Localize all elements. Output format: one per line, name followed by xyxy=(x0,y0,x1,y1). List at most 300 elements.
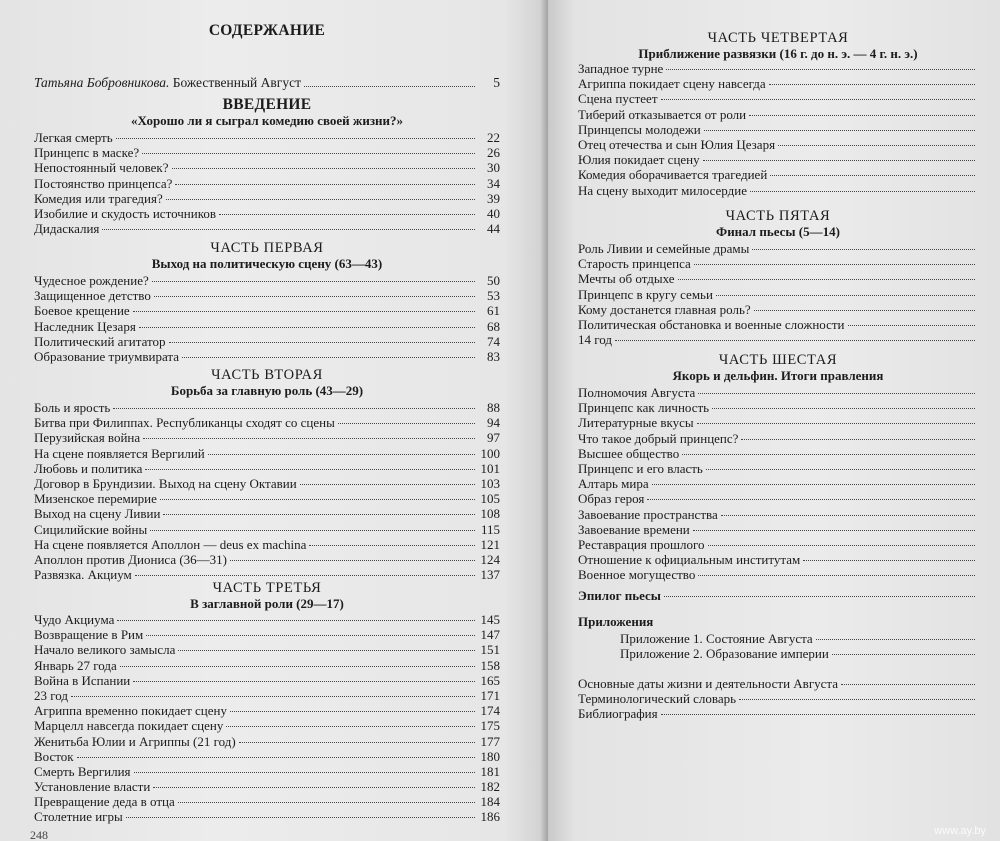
dot-leader xyxy=(226,726,475,727)
page-number: 94 xyxy=(487,415,500,431)
dot-leader xyxy=(175,184,475,185)
toc-entry xyxy=(578,446,978,461)
dot-leader xyxy=(309,545,475,546)
entry-title: Кому достанется главная роль? xyxy=(578,301,751,317)
part6-title: ЧАСТЬ ШЕСТАЯ xyxy=(718,352,838,368)
toc-entry xyxy=(578,522,978,537)
dot-leader xyxy=(754,310,975,311)
dot-leader xyxy=(230,560,475,561)
toc-entry xyxy=(34,506,500,521)
toc-title: СОДЕРЖАНИЕ xyxy=(208,22,326,39)
watermark: www.ay.by xyxy=(934,825,986,837)
toc-entry xyxy=(578,400,978,415)
page-number: 68 xyxy=(487,318,500,334)
entry-title: Изобилие и скудость источников xyxy=(34,205,216,221)
entry-title: На сцену выходит милосердие xyxy=(578,182,747,198)
entry-title: Комедия оборачивается трагедией xyxy=(578,167,768,183)
dot-leader xyxy=(152,281,475,282)
section-part2 xyxy=(34,367,500,582)
toc-entry xyxy=(578,567,978,582)
entry-title: Основные даты жизни и деятельности Августа xyxy=(578,676,839,691)
toc-entry xyxy=(578,76,978,91)
section-part3 xyxy=(34,580,500,825)
entry-title: Дидаскалия xyxy=(34,221,100,237)
page-number: 5 xyxy=(493,75,500,90)
part2-subtitle: Борьба за главную роль (43—29) xyxy=(170,383,364,398)
toc-entry xyxy=(34,461,500,476)
toc-entry xyxy=(578,691,978,706)
page-number: 108 xyxy=(480,506,500,522)
page-number: 151 xyxy=(480,642,500,658)
toc-entry xyxy=(34,491,500,506)
toc-entry xyxy=(578,167,978,182)
toc-entry xyxy=(578,302,978,317)
toc-entry xyxy=(578,332,978,347)
entry-title: Политическая обстановка и военные сложности xyxy=(578,316,845,332)
page-number: 182 xyxy=(480,779,500,795)
entry-title: Терминологический словарь xyxy=(578,691,737,707)
part6-list xyxy=(578,385,978,582)
dot-leader xyxy=(698,393,975,394)
entry-title: Принцепсы молодежи xyxy=(578,121,701,137)
dot-leader xyxy=(182,357,475,358)
entry-title: Тиберий отказывается от роли xyxy=(578,106,747,122)
page-number: 100 xyxy=(480,445,500,461)
page-number: 44 xyxy=(487,221,500,237)
entry-title: На сцене появляется Аполлон — deus ex machina xyxy=(34,536,307,552)
dot-leader xyxy=(841,684,975,685)
toc-entry xyxy=(34,221,500,236)
intro-entry xyxy=(34,66,500,90)
entry-title: Комедия или трагедия? xyxy=(34,190,163,206)
entry-title: Женитьба Юлии и Агриппы (21 год) xyxy=(34,733,236,749)
page-number: 186 xyxy=(480,809,500,825)
dot-leader xyxy=(143,438,475,439)
toc-entry xyxy=(578,91,978,106)
dot-leader xyxy=(134,772,475,773)
toc-entry xyxy=(578,537,978,552)
toc-entry xyxy=(34,809,500,824)
dot-leader xyxy=(716,295,975,296)
entry-title: Восток xyxy=(34,748,74,764)
page-number: 88 xyxy=(487,400,500,415)
dot-leader xyxy=(71,696,475,697)
page-number: 103 xyxy=(480,475,500,491)
entry-title: Защищенное детство xyxy=(34,288,151,304)
toc-entry xyxy=(34,627,500,642)
toc-entry xyxy=(34,749,500,764)
introduction-title: ВВЕДЕНИЕ xyxy=(222,96,312,113)
toc-entry xyxy=(34,303,500,318)
toc-entry xyxy=(34,718,500,733)
introduction-subtitle: «Хорошо ли я сыграл комедию своей жизни?» xyxy=(130,113,404,128)
dot-leader xyxy=(338,423,475,424)
dot-leader xyxy=(694,264,975,265)
toc-entry xyxy=(578,491,978,506)
dot-leader xyxy=(666,69,975,70)
part5-title: ЧАСТЬ ПЯТАЯ xyxy=(725,208,831,224)
entry-title: Библиография xyxy=(578,706,658,722)
page-number: 121 xyxy=(480,536,500,552)
dot-leader xyxy=(803,560,975,561)
page-number: 181 xyxy=(480,763,500,779)
page-number: 174 xyxy=(480,703,500,719)
toc-entry xyxy=(34,476,500,491)
toc-entry xyxy=(34,145,500,160)
toc-entry xyxy=(34,206,500,221)
dot-leader xyxy=(120,666,475,667)
toc-entry xyxy=(620,646,978,661)
entry-title: Чудесное рождение? xyxy=(34,273,149,288)
toc-entry xyxy=(34,764,500,779)
entry-title: Марцелл навсегда покидает сцену xyxy=(34,718,224,734)
dot-leader xyxy=(770,175,975,176)
dot-leader xyxy=(749,115,975,116)
dot-leader xyxy=(145,469,475,470)
entry-title: Превращение деда в отца xyxy=(34,794,175,810)
entry-title: Принцепс в кругу семьи xyxy=(578,286,713,302)
toc-entry xyxy=(578,271,978,286)
entry-title: 23 год xyxy=(34,687,68,703)
toc-entry xyxy=(578,385,978,400)
entry-title: Мизенское перемирие xyxy=(34,491,157,507)
toc-entry xyxy=(34,400,500,415)
entry-title: Принцепс и его власть xyxy=(578,460,703,476)
toc-entry xyxy=(34,334,500,349)
entry-title: Военное могущество xyxy=(578,567,696,583)
entry-title: Литературные вкусы xyxy=(578,415,694,431)
entry-title: Перузийская война xyxy=(34,430,141,446)
page-number: 165 xyxy=(480,672,500,688)
dot-leader xyxy=(741,439,975,440)
page-number: 39 xyxy=(487,190,500,206)
toc-entry xyxy=(34,66,500,90)
dot-leader xyxy=(693,530,975,531)
extras-list xyxy=(578,676,978,722)
entry-title: Смерть Вергилия xyxy=(34,763,131,779)
section-part5 xyxy=(578,208,978,347)
toc-entry xyxy=(578,588,978,603)
page-number: 158 xyxy=(480,657,500,673)
entry-title: Приложение 1. Состояние Августа xyxy=(620,631,813,646)
toc-entry xyxy=(34,273,500,288)
dot-leader xyxy=(150,530,475,531)
dot-leader xyxy=(178,802,475,803)
part2-list xyxy=(34,400,500,582)
page-number: 30 xyxy=(487,160,500,176)
toc-entry xyxy=(34,734,500,749)
toc-entry xyxy=(34,446,500,461)
part3-title: ЧАСТЬ ТРЕТЬЯ xyxy=(212,580,322,596)
toc-entry xyxy=(578,415,978,430)
part3-subtitle: В заглавной роли (29—17) xyxy=(190,596,344,611)
toc-entry xyxy=(34,612,500,627)
page-number: 53 xyxy=(487,288,500,304)
toc-entry xyxy=(578,317,978,332)
toc-entry xyxy=(578,241,978,256)
entry-title: Выход на сцену Ливии xyxy=(34,506,161,522)
toc-entry xyxy=(578,476,978,491)
entry-title: Боль и ярость xyxy=(34,400,111,415)
page-number: 115 xyxy=(480,521,500,537)
dot-leader xyxy=(816,639,975,640)
toc-entry xyxy=(578,706,978,721)
dot-leader xyxy=(832,654,975,655)
dot-leader xyxy=(208,454,475,455)
entry-title: Любовь и политика xyxy=(34,460,143,476)
toc-entry xyxy=(578,137,978,152)
part3-list xyxy=(34,612,500,825)
page-number: 124 xyxy=(480,551,500,567)
toc-entry xyxy=(34,191,500,206)
dot-leader xyxy=(126,817,475,818)
dot-leader xyxy=(169,342,475,343)
dot-leader xyxy=(698,575,975,576)
toc-entry xyxy=(34,794,500,809)
dot-leader xyxy=(178,650,475,651)
dot-leader xyxy=(769,84,975,85)
dot-leader xyxy=(230,711,475,712)
entry-title: Политический агитатор xyxy=(34,333,166,349)
toc-entry xyxy=(578,152,978,167)
dot-leader xyxy=(219,214,475,215)
entry-title: Принцепс как личность xyxy=(578,400,710,416)
entry-title: Легкая смерть xyxy=(34,130,113,145)
toc-entry xyxy=(34,703,500,718)
entry-title: Приложение 2. Образование империи xyxy=(620,646,829,662)
entry-title: 14 год xyxy=(578,332,612,348)
page-number: 97 xyxy=(487,430,500,446)
dot-leader xyxy=(135,575,475,576)
page-number: 40 xyxy=(487,205,500,221)
entry-title: Наследник Цезаря xyxy=(34,318,136,334)
section-part4 xyxy=(578,30,978,198)
entry-title: Мечты об отдыхе xyxy=(578,271,675,287)
part4-subtitle: Приближение развязки (16 г. до н. э. — 4 г. н. э.) xyxy=(638,46,918,61)
entry-title: Битва при Филиппах. Республиканцы сходят со сцены xyxy=(34,415,335,431)
dot-leader xyxy=(117,620,475,621)
page-number: 147 xyxy=(480,627,500,643)
entry-title: Юлия покидает сцену xyxy=(578,152,700,168)
page-number: 50 xyxy=(487,273,500,288)
entry-title: Отец отечества и сын Юлия Цезаря xyxy=(578,136,776,152)
toc-entry xyxy=(578,122,978,137)
toc-entry xyxy=(34,688,500,703)
intro-title: Божественный Август xyxy=(172,75,301,90)
dot-leader xyxy=(166,199,475,200)
toc-entry xyxy=(578,431,978,446)
toc-entry xyxy=(34,176,500,191)
entry-title: Боевое крещение xyxy=(34,303,130,319)
dot-leader xyxy=(146,635,475,636)
toc-entry xyxy=(578,107,978,122)
entry-title: Сицилийские войны xyxy=(34,521,148,537)
page-number: 137 xyxy=(480,567,500,583)
section-part1 xyxy=(34,240,500,364)
dot-leader xyxy=(154,296,475,297)
dot-leader xyxy=(752,249,975,250)
page-number: 105 xyxy=(480,491,500,507)
entry-title: Война в Испании xyxy=(34,672,131,688)
dot-leader xyxy=(678,279,975,280)
page-number: 101 xyxy=(480,460,500,476)
entry-title: Завоевание времени xyxy=(578,521,690,537)
appendices-block xyxy=(578,614,978,661)
toc-entry xyxy=(34,288,500,303)
extras-block xyxy=(578,676,978,722)
dot-leader xyxy=(708,545,975,546)
part4-title: ЧАСТЬ ЧЕТВЕРТАЯ xyxy=(707,30,849,46)
toc-entry xyxy=(578,183,978,198)
entry-title: Алтарь мира xyxy=(578,476,649,492)
dot-leader xyxy=(172,168,475,169)
entry-title: Начало великого замысла xyxy=(34,642,176,658)
section-part6 xyxy=(578,352,978,582)
dot-leader xyxy=(647,499,975,500)
dot-leader xyxy=(163,514,475,515)
entry-title: Чудо Акциума xyxy=(34,612,115,627)
entry-title: Высшее общество xyxy=(578,445,680,461)
dot-leader xyxy=(304,86,475,87)
appendices-title: Приложения xyxy=(578,614,654,629)
dot-leader xyxy=(615,340,975,341)
toc-entry xyxy=(34,349,500,364)
entry-title: Постоянство принцепса? xyxy=(34,175,173,191)
entry-title: Роль Ливии и семейные драмы xyxy=(578,241,750,256)
dot-leader xyxy=(661,99,975,100)
dot-leader xyxy=(142,153,475,154)
entry-title: Принцепс в маске? xyxy=(34,145,140,161)
entry-title: Завоевание пространства xyxy=(578,506,718,522)
epilogue-block xyxy=(578,588,978,603)
entry-title: Западное турне xyxy=(578,61,664,76)
dot-leader xyxy=(739,699,975,700)
dot-leader xyxy=(721,515,975,516)
toc-entry xyxy=(578,507,978,522)
part1-list xyxy=(34,273,500,364)
toc-entry xyxy=(34,658,500,673)
toc-entry xyxy=(34,779,500,794)
appendices-list xyxy=(578,631,978,661)
page-number: 34 xyxy=(487,175,500,191)
toc-entry xyxy=(34,130,500,145)
epilogue-title: Эпилог пьесы xyxy=(578,588,661,603)
dot-leader xyxy=(778,145,975,146)
page-number: 145 xyxy=(480,612,500,627)
dot-leader xyxy=(139,327,475,328)
toc-entry xyxy=(578,552,978,567)
entry-title: Договор в Брундизии. Выход на сцену Октавии xyxy=(34,475,297,491)
entry-title: Отношение к официальным институтам xyxy=(578,552,801,568)
dot-leader xyxy=(160,499,475,500)
entry-title: Полномочия Августа xyxy=(578,385,696,400)
entry-title: Агриппа покидает сцену навсегда xyxy=(578,76,766,92)
dot-leader xyxy=(77,757,475,758)
part5-subtitle: Финал пьесы (5—14) xyxy=(716,224,840,239)
page-number: 26 xyxy=(487,145,500,161)
page-number: 175 xyxy=(480,718,500,734)
part2-title: ЧАСТЬ ВТОРАЯ xyxy=(211,367,323,383)
toc-entry xyxy=(578,256,978,271)
dot-leader xyxy=(133,681,475,682)
page-folio: 248 xyxy=(30,828,48,841)
dot-leader xyxy=(239,742,475,743)
dot-leader xyxy=(153,787,475,788)
page-number: 74 xyxy=(487,333,500,349)
dot-leader xyxy=(116,138,475,139)
toc-entry xyxy=(34,160,500,175)
dot-leader xyxy=(712,408,975,409)
toc-entry xyxy=(620,631,978,646)
entry-title: Агриппа временно покидает сцену xyxy=(34,703,227,719)
part5-list xyxy=(578,241,978,347)
entry-title: На сцене появляется Вергилий xyxy=(34,445,205,461)
dot-leader xyxy=(704,130,975,131)
dot-leader xyxy=(133,311,475,312)
entry-title: Развязка. Акциум xyxy=(34,567,132,583)
entry-title: Что такое добрый принцепс? xyxy=(578,430,739,446)
dot-leader xyxy=(300,484,475,485)
entry-title: Столетние игры xyxy=(34,809,123,825)
entry-title: Сцена пустеет xyxy=(578,91,658,107)
entry-title: Образ героя xyxy=(578,491,645,507)
page-number: 83 xyxy=(487,348,500,364)
toc-entry xyxy=(578,61,978,76)
entry-title: Образование триумвирата xyxy=(34,348,179,364)
intro-author: Татьяна Бобровникова. xyxy=(34,75,170,90)
dot-leader xyxy=(682,454,975,455)
dot-leader xyxy=(113,408,475,409)
toc-entry xyxy=(578,461,978,476)
part1-subtitle: Выход на политическую сцену (63—43) xyxy=(151,256,383,271)
toc-entry xyxy=(34,642,500,657)
toc-entry xyxy=(578,287,978,302)
toc-title-block xyxy=(34,22,500,39)
page-number: 180 xyxy=(480,748,500,764)
dot-leader xyxy=(652,484,975,485)
toc-entry xyxy=(34,522,500,537)
toc-entry xyxy=(34,552,500,567)
introduction-list xyxy=(34,130,500,236)
page-number: 184 xyxy=(480,794,500,810)
dot-leader xyxy=(661,714,975,715)
dot-leader xyxy=(664,596,975,597)
page-number: 22 xyxy=(487,130,500,145)
toc-entry xyxy=(34,415,500,430)
entry-title: Реставрация прошлого xyxy=(578,536,705,552)
page-number: 177 xyxy=(480,733,500,749)
toc-entry xyxy=(34,673,500,688)
dot-leader xyxy=(102,229,475,230)
part6-subtitle: Якорь и дельфин. Итоги правления xyxy=(672,368,884,383)
page-number: 61 xyxy=(487,303,500,319)
entry-title: Возвращение в Рим xyxy=(34,627,144,643)
dot-leader xyxy=(750,191,975,192)
entry-title: Аполлон против Диониса (36—31) xyxy=(34,551,228,567)
dot-leader xyxy=(703,160,975,161)
part1-title: ЧАСТЬ ПЕРВАЯ xyxy=(210,240,324,256)
page-number: 171 xyxy=(480,687,500,703)
toc-entry xyxy=(34,319,500,334)
part4-list xyxy=(578,61,978,198)
entry-title: Непостоянный человек? xyxy=(34,160,169,176)
toc-entry xyxy=(34,430,500,445)
entry-title: Январь 27 года xyxy=(34,657,117,673)
toc-entry xyxy=(34,537,500,552)
dot-leader xyxy=(706,469,975,470)
toc-entry xyxy=(578,676,978,691)
dot-leader xyxy=(848,325,975,326)
